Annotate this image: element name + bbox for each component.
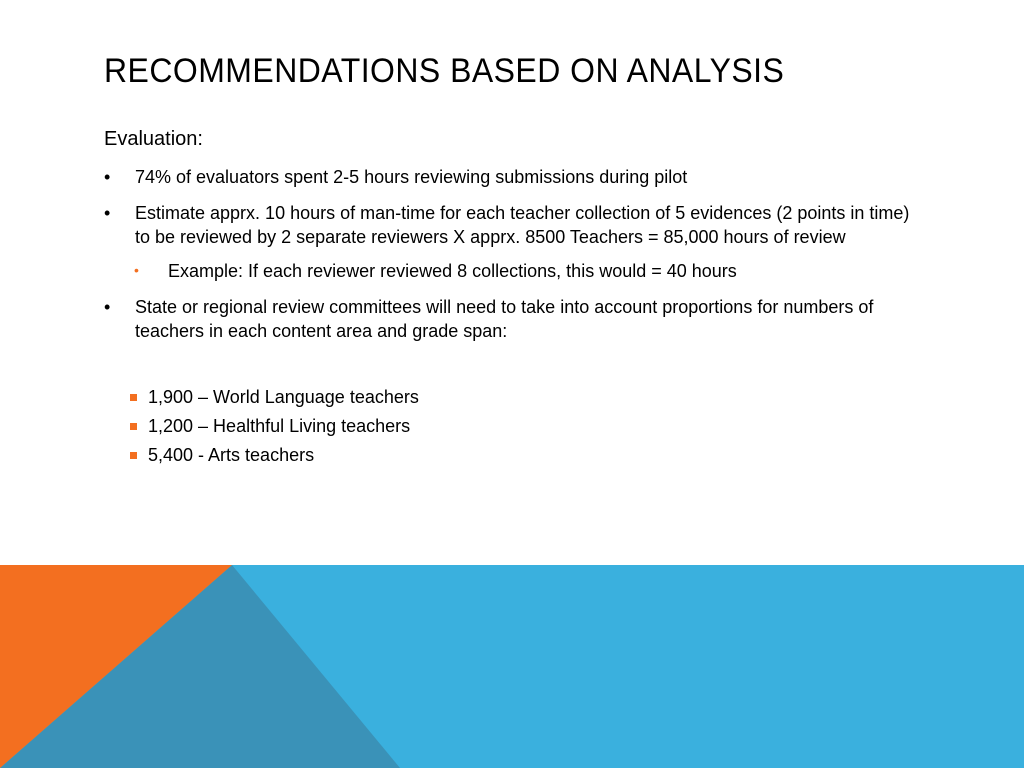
bullet-item — [104, 165, 924, 189]
list-item-text: 5,400 - Arts teachers — [148, 445, 315, 465]
bullet-text: State or regional review committees will need to take into account proportions for numbers of teachers in each content area and grade span: — [135, 297, 874, 341]
list-item — [104, 412, 924, 441]
orange-square-icon — [130, 452, 137, 459]
orange-square-icon — [130, 423, 137, 430]
decorative-footer-band — [0, 565, 1024, 768]
bullet-text: 74% of evaluators spent 2-5 hours reviewing submissions during pilot — [135, 167, 688, 187]
list-item-text: 1,200 – Healthful Living teachers — [148, 416, 411, 436]
bullet-dot-icon: • — [104, 203, 111, 223]
bullet-text: Estimate apprx. 10 hours of man-time for each teacher collection of 5 evidences (2 points in time) to be reviewed by 2 separate reviewers X apprx. 8500 Teachers = 85,000 hours of review — [135, 203, 910, 247]
slide-body — [104, 128, 924, 470]
bullet-item — [104, 295, 924, 343]
list-item — [104, 383, 924, 412]
content-area-list — [104, 383, 924, 470]
section-heading: Evaluation: — [104, 128, 203, 150]
orange-dot-icon: • — [134, 262, 139, 278]
sub-bullet-text: Example: If each reviewer reviewed 8 collections, this would = 40 hours — [168, 261, 737, 281]
bullet-dot-icon: • — [104, 167, 111, 187]
slide-title: RECOMMENDATIONS BASED ON ANALYSIS — [104, 52, 785, 90]
sub-bullet-item — [104, 259, 924, 283]
list-item — [104, 441, 924, 470]
orange-square-icon — [130, 394, 137, 401]
list-item-text: 1,900 – World Language teachers — [148, 387, 419, 407]
bullet-item — [104, 201, 924, 249]
bullet-dot-icon: • — [104, 297, 111, 317]
